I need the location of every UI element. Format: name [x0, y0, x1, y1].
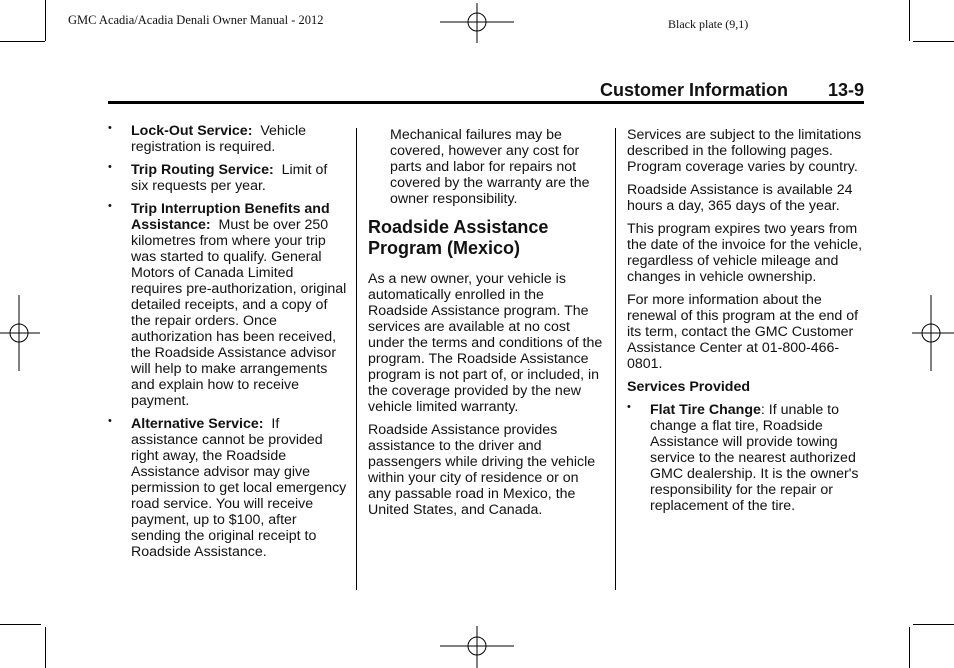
- bullet-alternative-service: [108, 416, 348, 560]
- paragraph: As a new owner, your vehicle is automatically enrolled in the Roadside Assistance program. The services are available at no cost under the terms and conditions of the program. The Roadside Assistance program is not part of, or included, in the coverage provided by the new vehicle limited warranty.: [368, 271, 603, 415]
- paragraph: Roadside Assistance is available 24 hours a day, 365 days of the year.: [627, 182, 853, 214]
- bullet-text: Limit of six requests per year.: [131, 162, 328, 194]
- page-number: 13-9: [827, 80, 864, 100]
- crop-mark-bottom-right-h: [913, 624, 954, 625]
- bullet-trip-interruption: [108, 201, 348, 409]
- bullet-dot: •: [108, 161, 112, 173]
- paragraph: Roadside Assistance provides assistance to the driver and passengers while driving the vehicle within your city of residence or on any passable road in Mexico, the United States, and Canada.: [368, 422, 596, 518]
- crop-mark-bottom-left-h: [0, 624, 41, 625]
- bullet-label: Lock-Out Service:: [131, 123, 253, 139]
- bullet-dot: •: [108, 200, 112, 212]
- bullet-trip-routing: [108, 162, 348, 194]
- crop-mark-bottom-left-v: [45, 627, 46, 668]
- bullet-label: Alternative Service:: [131, 416, 264, 432]
- bullet-text: : If unable to change a flat tire, Roadside Assistance will provide towing service to the nearest authorized GMC dealership. It is the owner's responsibility for the repair or replacement of the tire.: [650, 402, 859, 514]
- bullet-lockout: [108, 123, 348, 155]
- paragraph: For more information about the renewal of this program at the end of its term, contact the GMC Customer Assistance Center at 01-800-466-0801.: [627, 292, 859, 372]
- paragraph: Services are subject to the limitations described in the following pages. Program coverage varies by country.: [627, 127, 862, 175]
- bullet-text: Vehicle registration is required.: [131, 123, 307, 155]
- continued-paragraph: Mechanical failures may be covered, however any cost for parts and labor for repairs not covered by the warranty are the owner responsibility.: [390, 127, 590, 207]
- section-title: Customer Information: [600, 80, 789, 100]
- page-title-row: [600, 80, 864, 101]
- column-2: [368, 127, 604, 525]
- print-header-manual-title: GMC Acadia/Acadia Denali Owner Manual - 2012: [68, 13, 324, 27]
- crop-mark-top-left-h: [0, 41, 45, 42]
- crop-mark-top-right-h: [913, 41, 954, 42]
- crop-mark-top-left-v: [45, 0, 46, 41]
- bullet-dot: •: [108, 415, 112, 427]
- bullet-dot: •: [108, 122, 112, 134]
- registration-target-left: [0, 295, 40, 371]
- bullet-text: If assistance cannot be provided right away, the Roadside Assistance advisor may give permission to get local emergency road service. You will receive payment, up to $100, after sending the original receipt to Roadside Assistance.: [131, 416, 347, 560]
- registration-target-bottom: [440, 626, 514, 668]
- registration-target-top: [440, 3, 514, 43]
- bullet-dot: •: [627, 401, 631, 413]
- column-divider-1: [356, 128, 357, 590]
- section-heading: Roadside Assistance Program (Mexico): [368, 217, 549, 258]
- print-header-plate: Black plate (9,1): [668, 17, 749, 31]
- header-rule: [108, 101, 864, 104]
- paragraph: This program expires two years from the date of the invoice for the vehicle, regardless of vehicle mileage and changes in vehicle ownership.: [627, 221, 863, 285]
- registration-target-right: [912, 295, 954, 371]
- column-divider-2: [615, 128, 616, 590]
- column-1: [108, 123, 348, 567]
- crop-mark-top-right-v: [909, 0, 910, 41]
- bullet-text: Must be over 250 kilometres from where your trip was started to qualify. General Motors of Canada Limited requires pre-authorization, original detailed receipts, and a copy of the repair orders. Once authorization has been received, the Roadside Assistance advisor will help to make arrangements and explain how to receive payment.: [131, 217, 347, 409]
- column-3: [627, 127, 864, 521]
- bullet-label: Flat Tire Change: [650, 402, 761, 418]
- bullet-flat-tire: [627, 402, 864, 514]
- subheading: Services Provided: [627, 379, 751, 395]
- bullet-label: Trip Routing Service:: [131, 162, 274, 178]
- bullet-label: Trip Interruption Benefits and Assistance:: [131, 201, 330, 233]
- crop-mark-bottom-right-v: [909, 627, 910, 668]
